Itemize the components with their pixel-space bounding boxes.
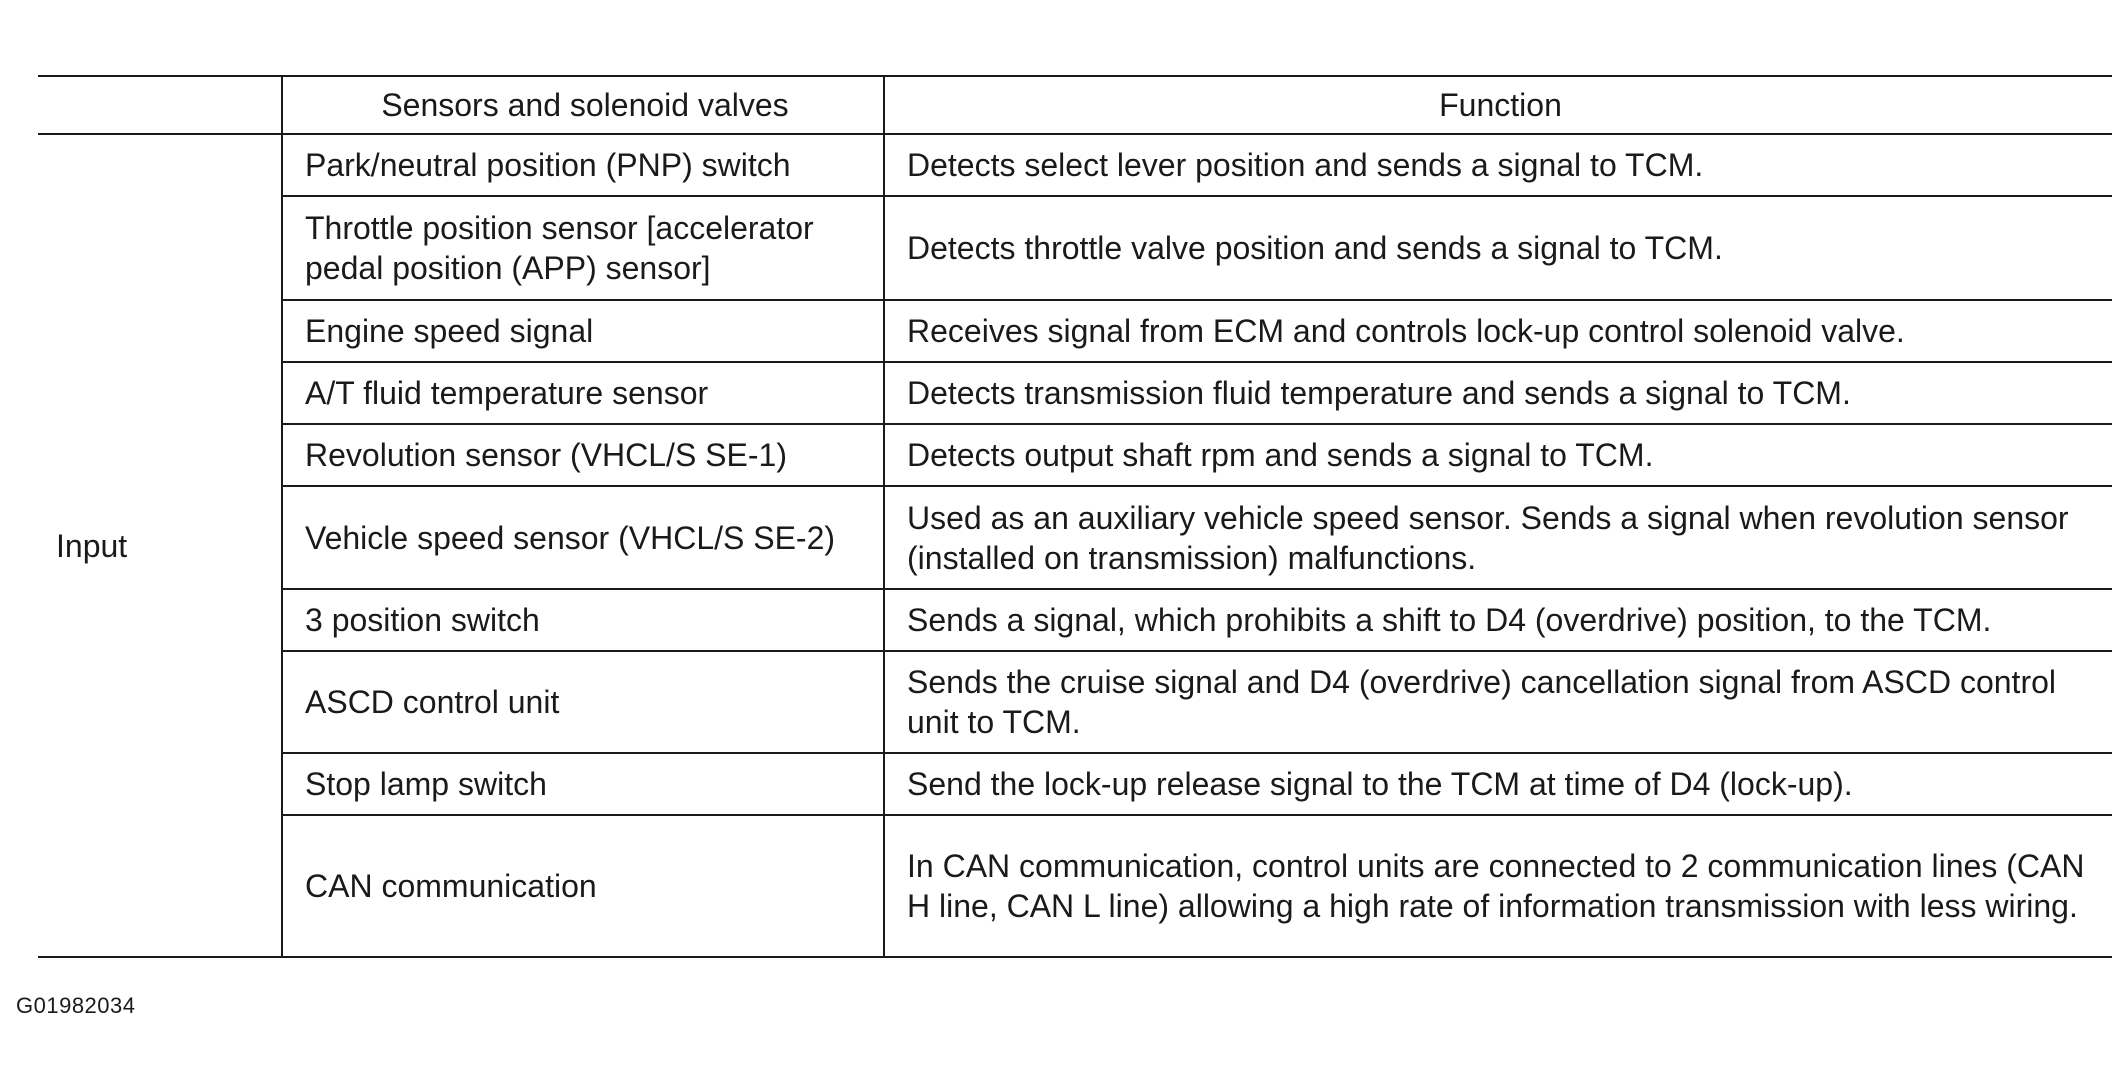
sensor-cell: Park/neutral position (PNP) switch: [282, 134, 884, 196]
sensor-cell: A/T fluid temperature sensor: [282, 362, 884, 424]
function-cell: Detects output shaft rpm and sends a signal to TCM.: [884, 424, 2112, 486]
function-cell: Send the lock-up release signal to the TCM at time of D4 (lock-up).: [884, 753, 2112, 815]
sensor-cell: Vehicle speed sensor (VHCL/S SE-2): [282, 486, 884, 589]
sensor-cell: Stop lamp switch: [282, 753, 884, 815]
header-row: [38, 76, 2112, 134]
table-row: [38, 486, 2112, 589]
function-cell: Sends the cruise signal and D4 (overdrive) cancellation signal from ASCD control unit to TCM.: [884, 651, 2112, 753]
function-cell: Detects select lever position and sends a signal to TCM.: [884, 134, 2112, 196]
function-cell: In CAN communication, control units are connected to 2 communication lines (CAN H line, CAN L line) allowing a high rate of information transmission with less wiring.: [884, 815, 2112, 957]
table-row: [38, 134, 2112, 196]
group-label-input: Input: [38, 134, 282, 957]
table-row: [38, 589, 2112, 651]
table-row: [38, 815, 2112, 957]
sensor-cell: CAN communication: [282, 815, 884, 957]
function-cell: Detects transmission fluid temperature and sends a signal to TCM.: [884, 362, 2112, 424]
table-row: [38, 196, 2112, 300]
sensor-cell: 3 position switch: [282, 589, 884, 651]
sensor-cell: Engine speed signal: [282, 300, 884, 362]
table-row: [38, 651, 2112, 753]
function-cell: Sends a signal, which prohibits a shift to D4 (overdrive) position, to the TCM.: [884, 589, 2112, 651]
table-row: [38, 300, 2112, 362]
table-row: [38, 362, 2112, 424]
table-row: [38, 424, 2112, 486]
header-corner-cell: [38, 76, 282, 134]
sensor-cell: Revolution sensor (VHCL/S SE-1): [282, 424, 884, 486]
header-function: Function: [884, 76, 2112, 134]
figure-code: G01982034: [16, 993, 136, 1018]
sensor-cell: ASCD control unit: [282, 651, 884, 753]
function-cell: Detects throttle valve position and sends a signal to TCM.: [884, 196, 2112, 300]
sensor-function-table: [38, 75, 2112, 958]
sensor-cell: Throttle position sensor [accelerator pedal position (APP) sensor]: [282, 196, 884, 300]
function-cell: Receives signal from ECM and controls lock-up control solenoid valve.: [884, 300, 2112, 362]
table-row: [38, 753, 2112, 815]
header-sensors: Sensors and solenoid valves: [282, 76, 884, 134]
function-cell: Used as an auxiliary vehicle speed sensor. Sends a signal when revolution sensor (installed on transmission) malfunctions.: [884, 486, 2112, 589]
